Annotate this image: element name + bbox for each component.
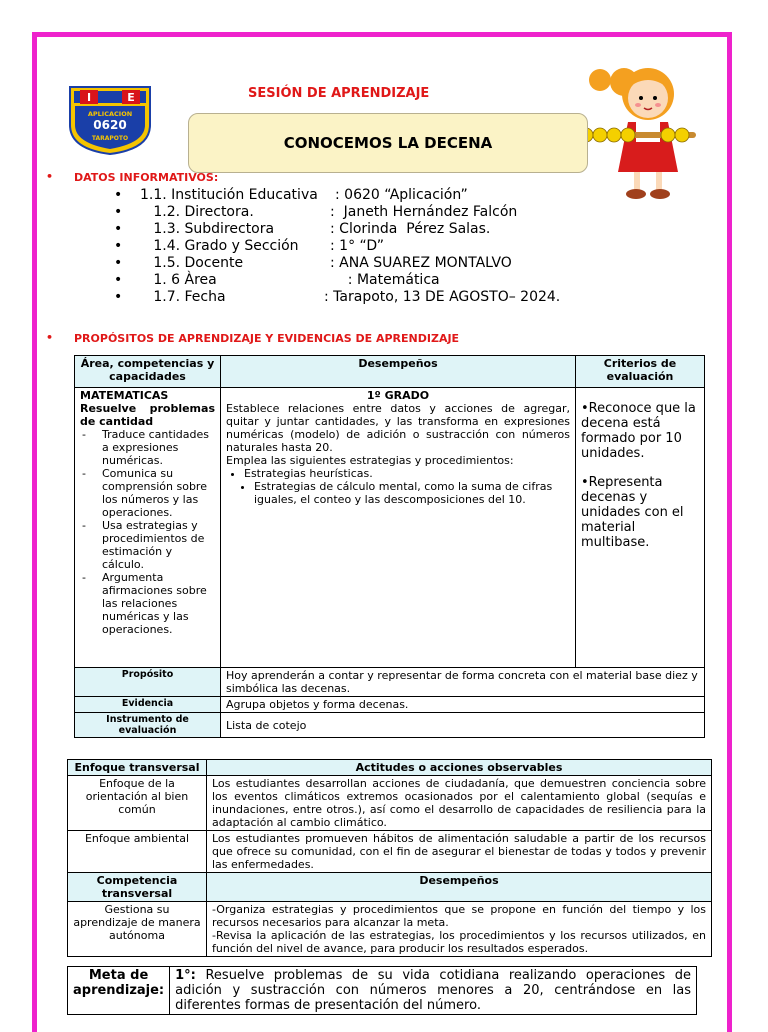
capacidad-item: - Argumenta afirmaciones sobre las relaciones numéricas y las operaciones. xyxy=(80,571,215,636)
enfoque-accion: Los estudiantes desarrollan acciones de ciudadanía, que demuestren conciencia sobre los eventos climáticos extremos ocasionados por el calentamiento global (sequías e inundaciones, entre otros.), así como el desarrollo de capacidades de resiliencia para la adaptación al cambio climático. xyxy=(207,776,712,831)
competencia-desempenos-header: Desempeños xyxy=(207,873,712,902)
meta-table xyxy=(67,966,697,1015)
col-enfoque-header: Enfoque transversal xyxy=(68,760,207,776)
evidencia-value: Agrupa objetos y forma decenas. xyxy=(221,697,705,713)
instrumento-label: Instrumento de evaluación xyxy=(75,713,221,738)
meta-label: Meta de aprendizaje: xyxy=(68,967,170,1015)
datos-item-label: 1.4. Grado y Sección xyxy=(140,238,299,254)
session-title: CONOCEMOS LA DECENA xyxy=(188,113,588,173)
meta-text: Resuelve problemas de su vida cotidiana realizando operaciones de adición y sustracción con números menores a 20, centrándose en las diferentes formas de presentación del número. xyxy=(175,968,691,1013)
datos-item-label: 1.2. Directora. xyxy=(140,204,254,220)
girl-abacus-illustration xyxy=(578,60,698,210)
desempeno-1: Establece relaciones entre datos y acciones de agregar, quitar y juntar cantidades, y las transforma en expresiones numéricas (modelo) de adición o sustracción con números naturales hasta 20. xyxy=(226,402,570,454)
competencia-desempenos xyxy=(207,902,712,957)
datos-item-value: : Clorinda Pérez Salas. xyxy=(330,221,491,237)
datos-item-value: : 1° “D” xyxy=(330,238,385,254)
datos-item-value: : ANA SUAREZ MONTALVO xyxy=(330,255,512,271)
estrategias-list xyxy=(226,467,570,506)
capacidades-list xyxy=(80,428,215,636)
logo-letter-i: I xyxy=(86,91,92,104)
session-label: SESIÓN DE APRENDIZAJE xyxy=(248,86,430,101)
propositos-heading-text: PROPÓSITOS DE APRENDIZAJE Y EVIDENCIAS DE APRENDIZAJE xyxy=(74,332,460,345)
datos-item-label: 1.5. Docente xyxy=(140,255,244,271)
proposito-label: Propósito xyxy=(75,668,221,697)
competencia-transversal-header: Competencia transversal xyxy=(68,873,207,902)
datos-item-label: 1.3. Subdirectora xyxy=(140,221,275,237)
competencia-name: Resuelve problemas de cantidad xyxy=(80,402,215,428)
desempeno-2: Emplea las siguientes estrategias y procedimientos: xyxy=(226,454,514,467)
logo-line1: APLICACION xyxy=(87,110,133,118)
desempenos-cell xyxy=(221,388,576,668)
competencia-transversal-name: Gestiona su aprendizaje de manera autónoma xyxy=(68,902,207,957)
estrategia-item: • Estrategias heurísticas. xyxy=(244,467,570,480)
logo-number: 0620 xyxy=(93,118,127,132)
datos-heading-text: DATOS INFORMATIVOS: xyxy=(74,171,219,184)
competencia-desempeno-2: -Revisa la aplicación de las estrategias, los procedimientos y los recursos utilizados, en función del nivel de avance, para producir los resultados esperados. xyxy=(212,929,706,955)
datos-item-value: : 0620 “Aplicación” xyxy=(335,187,468,203)
area-name: MATEMATICAS xyxy=(80,389,169,402)
criterio-1: •Reconoce que la decena está formado por 10 unidades. xyxy=(581,401,696,461)
capacidad-item: - Comunica su comprensión sobre los números y las operaciones. xyxy=(80,467,215,519)
propositos-heading: • PROPÓSITOS DE APRENDIZAJE Y EVIDENCIAS DE APRENDIZAJE xyxy=(46,331,460,345)
enfoque-accion: Los estudiantes promueven hábitos de alimentación saludable a partir de los recursos que ofrece su comunidad, con el fin de asegurar el bienestar de todas y todos y prevenir las enfermedades. xyxy=(207,831,712,873)
col-acciones-header: Actitudes o acciones observables xyxy=(207,760,712,776)
datos-item-value: : Matemática xyxy=(330,272,440,288)
datos-item-label: 1.1. Institución Educativa xyxy=(140,187,318,203)
col-criterios-header: Criterios de evaluación xyxy=(576,356,705,388)
datos-item-value: : Janeth Hernández Falcón xyxy=(330,204,518,220)
enfoque-name: Enfoque de la orientación al bien común xyxy=(68,776,207,831)
estrategia-item: • Estrategias de cálculo mental, como la suma de cifras iguales, el conteo y las descomposiciones del 10. xyxy=(254,480,570,506)
proposito-value: Hoy aprenderán a contar y representar de forma concreta con el material base diez y simbólica las decenas. xyxy=(221,668,705,697)
datos-item-label: 1.7. Fecha xyxy=(140,289,226,305)
datos-item-label: 1. 6 Àrea xyxy=(140,272,217,288)
logo-letter-e: E xyxy=(127,91,135,104)
grado-label: 1º GRADO xyxy=(366,389,430,402)
school-logo xyxy=(66,83,154,155)
datos-item-value: : Tarapoto, 13 DE AGOSTO– 2024. xyxy=(324,289,561,305)
instrumento-value: Lista de cotejo xyxy=(221,713,705,738)
col-desempenos-header: Desempeños xyxy=(221,356,576,388)
capacidad-item: - Usa estrategias y procedimientos de estimación y cálculo. xyxy=(80,519,215,571)
propositos-table xyxy=(74,355,705,738)
criterios-cell xyxy=(576,388,705,668)
enfoque-name: Enfoque ambiental xyxy=(68,831,207,873)
logo-line2: TARAPOTO xyxy=(91,135,129,142)
competencia-desempeno-1: -Organiza estrategias y procedimientos que se propone en función del tiempo y los recursos necesarios para alcanzar la meta. xyxy=(212,903,706,929)
evidencia-label: Evidencia xyxy=(75,697,221,713)
meta-cell xyxy=(170,967,697,1015)
enfoques-table xyxy=(67,759,712,957)
col-area-header: Área, competencias y capacidades xyxy=(75,356,221,388)
area-cell xyxy=(75,388,221,668)
meta-grade: 1°: xyxy=(175,968,196,983)
capacidad-item: - Traduce cantidades a expresiones numéricas. xyxy=(80,428,215,467)
datos-heading: • DATOS INFORMATIVOS: xyxy=(46,170,219,184)
criterio-2: •Representa decenas y unidades con el material multibase. xyxy=(581,475,684,550)
